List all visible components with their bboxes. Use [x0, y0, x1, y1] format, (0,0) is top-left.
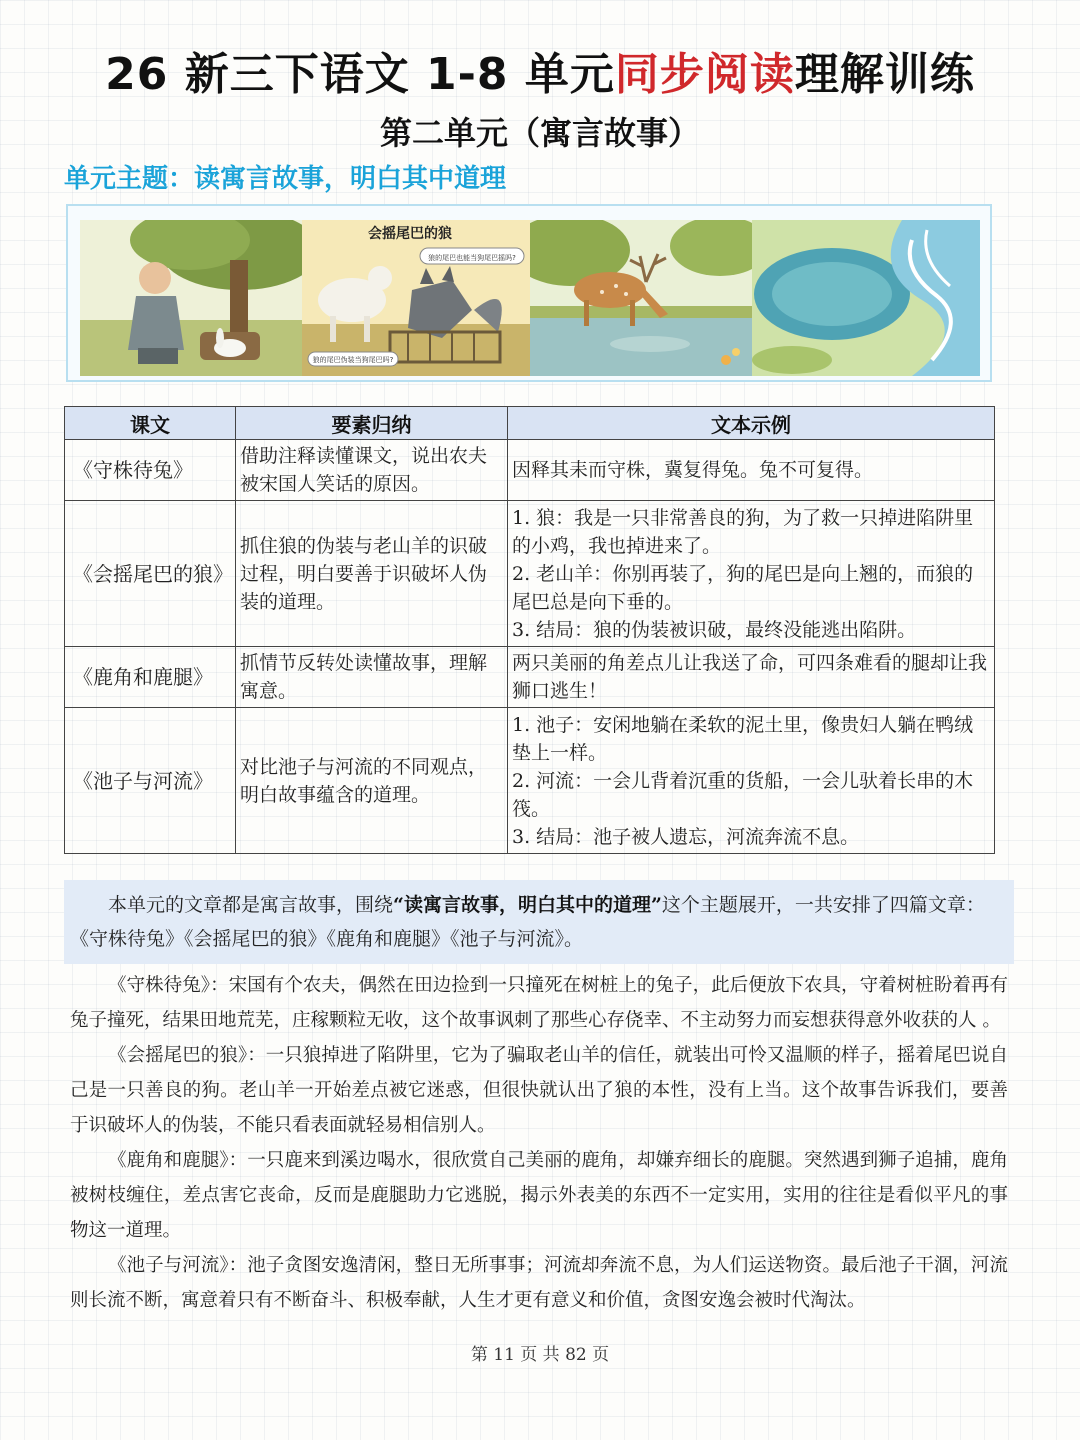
lesson-table — [64, 406, 995, 854]
example-line: 1. 池子：安闲地躺在柔软的泥土里，像贵妇人躺在鸭绒垫上一样。 — [512, 713, 974, 764]
intro-text-1: 本单元的文章都是寓言故事，围绕 — [108, 894, 394, 916]
title-part-2: 理解训练 — [794, 49, 975, 100]
summary-cell: 抓情节反转处读懂故事，理解寓意。 — [236, 647, 508, 708]
table-header-row — [65, 407, 995, 440]
paragraph-shouzhu: 《守株待兔》：宋国有个农夫，偶然在田边捡到一只撞死在树桩上的兔子，此后便放下农具，守着树桩盼着再有兔子撞死，结果田地荒芜，庄稼颗粒无收，这个故事讽刺了那些心存侥幸、不主动努力而妄想获得意外收获的人 。 — [70, 975, 1008, 1031]
example-cell — [508, 440, 995, 501]
main-title — [0, 38, 1080, 102]
summary-section — [64, 880, 1014, 1318]
example-line: 因释其耒而守株，冀复得兔。兔不可复得。 — [512, 459, 874, 481]
example-line: 2. 老山羊：你别再装了，狗的尾巴是向上翘的，而狼的尾巴总是向下垂的。 — [512, 562, 974, 613]
example-cell — [508, 501, 995, 647]
summary-cell: 借助注释读懂课文，说出农夫被宋国人笑话的原因。 — [236, 440, 508, 501]
farmer-illustration — [80, 220, 302, 376]
example-line: 3. 结局：狼的伪装被识破，最终没能逃出陷阱。 — [512, 618, 917, 641]
example-cell — [508, 708, 995, 854]
intro-text-2: 这个主题展开，一共安排了四篇文章：《守株待兔》《会摇尾巴的狼》《鹿角和鹿腿》《池子与河流》。 — [70, 894, 985, 950]
title-highlight: 同步阅读 — [614, 49, 795, 100]
lesson-cell: 《池子与河流》 — [65, 708, 236, 854]
paragraph-pond: 《池子与河流》：池子贪图安逸清闲，整日无所事事；河流却奔流不息，为人们运送物资。最后池子干涸，河流则长流不断，寓意着只有不断奋斗、积极奉献，人生才更有意义和价值，贪图安逸会被时代淘汰。 — [70, 1255, 1008, 1311]
intro-paragraph — [64, 880, 1014, 964]
lesson-cell: 《会摇尾巴的狼》 — [65, 501, 236, 647]
deer-illustration — [530, 220, 752, 376]
paragraph-deer: 《鹿角和鹿腿》：一只鹿来到溪边喝水，很欣赏自己美丽的鹿角，却嫌弃细长的鹿腿。突然遇到狮子追捕，鹿角被树枝缠住，差点害它丧命，反而是鹿腿助力它逃脱，揭示外表美的东西不一定实用，实用的往往是看似平凡的事物这一道理。 — [70, 1150, 1008, 1241]
page-number: 第 11 页 共 82 页 — [470, 1345, 610, 1365]
lesson-cell: 《守株待兔》 — [65, 440, 236, 501]
wolf-goat-illustration — [302, 220, 530, 376]
table-row — [65, 440, 995, 501]
unit-theme: 单元主题：读寓言故事，明白其中道理 — [64, 164, 507, 194]
intro-bold-theme: “读寓言故事，明白其中的道理” — [393, 894, 662, 916]
lesson-cell: 《鹿角和鹿腿》 — [65, 647, 236, 708]
lesson-table-container — [64, 406, 994, 854]
example-line: 3. 结局：池子被人遗忘，河流奔流不息。 — [512, 825, 860, 848]
table-row — [65, 708, 995, 854]
paragraph-wolf: 《会摇尾巴的狼》：一只狼掉进了陷阱里，它为了骗取老山羊的信任，就装出可怜又温顺的样子，摇着尾巴说自己是一只善良的狗。老山羊一开始差点被它迷惑，但很快就认出了狼的本性，没有上当。这个故事告诉我们，要善于识破坏人的伪装，不能只看表面就轻易相信别人。 — [70, 1045, 1008, 1136]
example-line: 1. 狼：我是一只非常善良的狗，为了救一只掉进陷阱里的小鸡，我也掉进来了。 — [512, 506, 974, 557]
pond-river-illustration — [752, 220, 980, 376]
wolf-panel-title: 会摇尾巴的狼 — [368, 226, 452, 242]
example-line: 两只美丽的角差点儿让我送了命，可四条难看的腿却让我狮口逃生！ — [512, 652, 988, 702]
illustration-banner — [66, 204, 992, 382]
table-row — [65, 647, 995, 708]
wolf-bubble-2: 狼的尾巴伪装当狗尾巴吗? — [312, 356, 394, 364]
summary-cell: 抓住狼的伪装与老山羊的识破过程，明白要善于识破坏人伪装的道理。 — [236, 501, 508, 647]
header-example: 文本示例 — [508, 407, 995, 440]
title-part-1: 26 新三下语文 1-8 单元 — [105, 49, 615, 100]
example-cell — [508, 647, 995, 708]
example-line: 2. 河流：一会儿背着沉重的货船，一会儿驮着长串的木筏。 — [512, 769, 974, 820]
header-summary: 要素归纳 — [236, 407, 508, 440]
table-row — [65, 501, 995, 647]
wolf-bubble-1: 狼的尾巴也能当狗尾巴摇吗? — [428, 254, 516, 262]
unit-title: 第二单元（寓言故事） — [379, 114, 700, 152]
header-lesson: 课文 — [65, 407, 236, 440]
summary-cell: 对比池子与河流的不同观点，明白故事蕴含的道理。 — [236, 708, 508, 854]
